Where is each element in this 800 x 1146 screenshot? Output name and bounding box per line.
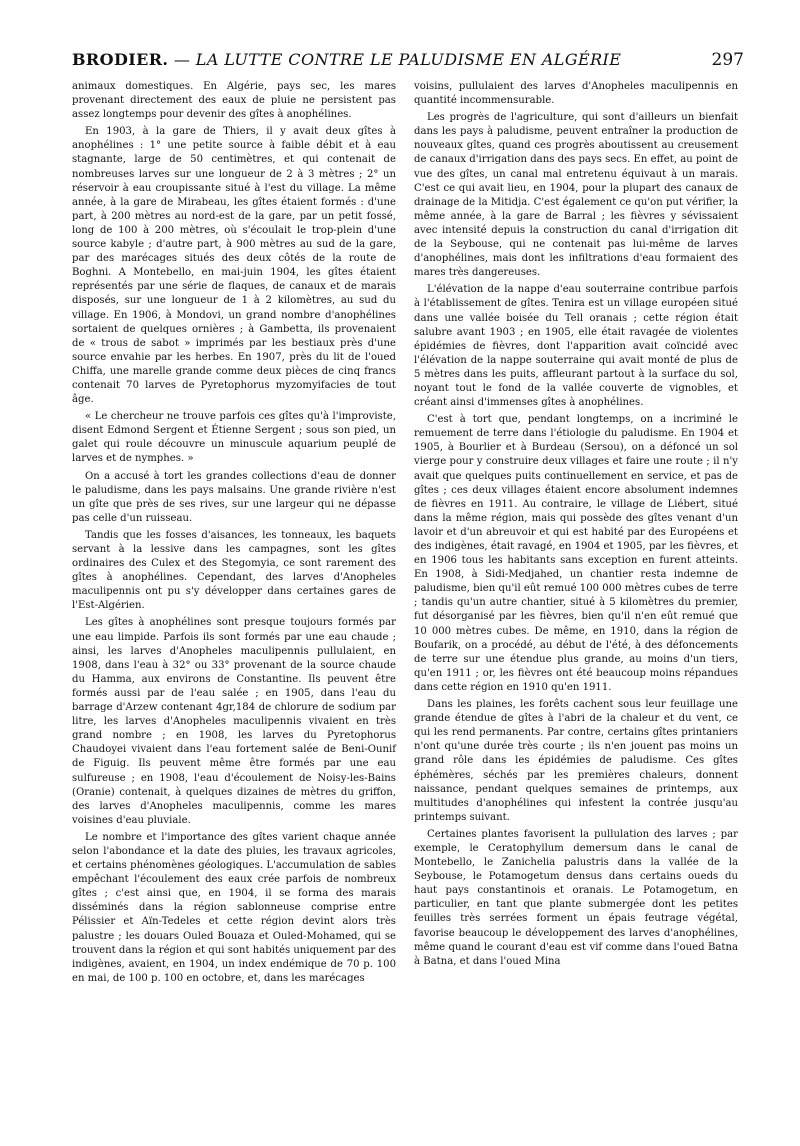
paragraph: voisins, pullulaient des larves d'Anopheles maculipennis en quantité incommensurable. [414,81,738,107]
paragraph: L'élévation de la nappe d'eau souterraine contribue parfois à l'établissement de gîtes. Tenira est un village européen situé dans une vallée boisée du Tell oranais ; cette région était salubre avant 1903 ; en 1905, elle était ravagée de violentes épidémies de fièvres, dont l'apparition avait coïncidé avec l'élévation de la nappe souterraine qui avait monté de plus de 5 mètres dans les puits, affleurant partout à la surface du sol, noyant tout le fond de la vallée couverte de vignobles, et créant ainsi d'immenses gîtes à anophélines. [414,284,738,409]
paragraph: Les progrès de l'agriculture, qui sont d'ailleurs un bienfait dans les pays à paludisme, peuvent entraîner la production de nouveaux gîtes, quand ces progrès aboutissent au creusement de canaux d'irrigation dans des pays secs. En effet, au point de vue des gîtes, un canal mal entretenu équivaut à un marais. C'est ce qui avait lieu, en 1904, pour la plupart des canaux de drainage de la Mitidja. C'est également ce qu'on put vérifier, la même année, à la gare de Barral ; les fièvres y sévissaient avec intensité depuis la construction du canal d'irrigation dit de la Seybouse, qui ne contenait pas lui-même de larves d'anophélines, mais dont les infiltrations d'eau formaient des mares très dangereuses. [414,112,738,279]
paragraph: Dans les plaines, les forêts cachent sous leur feuillage une grande étendue de gîtes à l'abri de la chaleur et du vent, ce qui les rend permanents. Par contre, certains gîtes printaniers n'ont qu'une durée très courte ; ils n'en jouent pas moins un grand rôle dans les épidémies de paludisme. Ces gîtes éphémères, séchés par les premières chaleurs, donnent naissance, pendant quelques semaines de printemps, aux multitudes d'anophélines qui infestent la contrée jusqu'au printemps suivant. [414,699,738,823]
paragraph: C'est à tort que, pendant longtemps, on a incriminé le remuement de terre dans l'étiologie du paludisme. En 1904 et 1905, à Bourlier et à Burdeau (Sersou), on a défoncé un sol vierge pour y construire deux villages et faire une route ; il n'y avait que quelques puits continuellement en service, et pas de gîtes ; ces deux villages étaient encore absolument indemnes de fièvres en 1911. Au contraire, le village de Liébert, situé dans la même région, mais qui possède des gîtes venant d'un lavoir et d'un abreuvoir et qui est habité par des Européens et des indigènes, était ravagé, en 1904 et 1905, par les fièvres, et en 1906 tous les habitants sans exception en furent atteints. En 1908, à Sidi-Medjahed, un chantier resta indemne de paludisme, bien qu'il eût remué 100 000 mètres cubes de terre ; tandis qu'un autre chantier, situé à 5 kilomètres du premier, fut désorganisé par les fièvres, bien qu'il n'en eût remué que 10 000 mètres cubes. De même, en 1910, dans la région de Boufarik, on a procédé, au début de l'été, à des défoncements de terre sur une étendue plus grande, au moins d'un tiers, qu'en 1911 ; or, les fièvres ont été beaucoup moins répandues dans cette région en 1910 qu'en 1911. [414,414,738,693]
paragraph: Les gîtes à anophélines sont presque toujours formés par une eau limpide. Parfois ils sont formés par une eau chaude ; ainsi, les larves d'Anopheles maculipennis pullulaient, en 1908, dans l'eau à 32° ou 33° provenant de la source chaude du Hamma, aux environs de Constantine. Ils peuvent être formés aussi par de l'eau salée ; en 1905, dans l'eau du barrage d'Arzew contenant 4gr,184 de chlorure de sodium par litre, les larves d'Anopheles maculipennis vivaient en très grand nombre ; en 1908, les larves du Pyretophorus Chaudoyei vivaient dans l'eau fortement salée de Beni-Ounif de Figuig. Ils peuvent même être formés par une eau sulfureuse ; en 1908, l'eau d'écoulement de Noisy-les-Bains (Oranie) contenait, à quelques dizaines de mètres du griffon, des larves d'Anopheles maculipennis, comme les mares voisines d'eau pluviale. [72,617,396,826]
running-title [72,50,621,69]
paragraph: « Le chercheur ne trouve parfois ces gîtes qu'à l'improviste, disent Edmond Sergent et Étienne Sergent ; sous son pied, un galet qui roule découvre un minuscule aquarium peuplé de larves et de nymphes. » [72,411,396,465]
article-title: LA LUTTE CONTRE LE PALUDISME EN ALGÉRIE [195,50,622,69]
paragraph: Tandis que les fosses d'aisances, les tonneaux, les baquets servant à la lessive dans les campagnes, sont les gîtes ordinaires des Culex et des Stegomyia, ce sont rarement des gîtes à anophélines. Cependant, des larves d'Anopheles maculipennis ont pu s'y développer dans certaines gares de l'Est-Algérien. [72,529,396,612]
paragraph: Certaines plantes favorisent la pullulation des larves ; par exemple, le Ceratophyllum demersum dans le canal de Montebello, le Zanichelia palustris dans la vallée de la Seybouse, le Potamogetum densus dans certains oueds du haut pays constantinois et oranais. Le Potamogetum, en particulier, en tant que plante submergée dont les petites feuilles très serrées forment un épais feutrage végétal, favorise beaucoup le développement des larves d'anophélines, même quand le courant d'eau est vif comme dans l'oued Batna à Batna, et dans l'oued Mina [414,828,738,967]
running-header [72,50,744,76]
author-name: BRODIER. [72,50,169,69]
paragraph: Le nombre et l'importance des gîtes varient chaque année selon l'abondance et la date des pluies, les travaux agricoles, et certains phénomènes géologiques. L'accumulation de sables empêchant l'écoulement des eaux crée parfois de nombreux gîtes ; c'est ainsi que, en 1904, il se forma des marais disséminés dans la région sablonneuse comprise entre Pélissier et Aïn-Tedeles et cette région devint alors très palustre ; les douars Ouled Bouaza et Ouled-Mohamed, qui se trouvent dans la région et qui sont habités uniquement par des indigènes, avaient, en 1904, un index endémique de 70 p. 100 en mai, de 100 p. 100 en octobre, et, dans les marécages [72,831,396,984]
paragraph: On a accusé à tort les grandes collections d'eau de donner le paludisme, dans les pays malsains. Une grande rivière n'est un gîte que près de ses rives, sur une largeur qui ne dépasse pas celle d'un ruisseau. [72,470,396,524]
left-column [72,80,396,986]
page-number: 297 [711,50,744,70]
right-column [414,80,738,969]
paragraph: En 1903, à la gare de Thiers, il y avait deux gîtes à anophélines : 1° une petite source à faible débit et à eau stagnante, large de 50 centimètres, et qui contenait de nombreuses larves sur une longueur de 2 à 3 mètres ; 2° un réservoir à eau croupissante situé à l'est du village. La même année, à la gare de Mirabeau, les gîtes étaient formés : d'une part, à 200 mètres au nord-est de la gare, par un petit fossé, long de 100 à 200 mètres, où s'écoulait le trop-plein d'une source kabyle ; d'autre part, à 900 mètres au sud de la gare, par des marécages situés des deux côtés de la route de Boghni. A Montebello, en mai-juin 1904, les gîtes étaient représentés par une série de flaques, de canaux et de marais disposés, sur une longueur de 1 à 2 kilomètres, au sud du village. En 1906, à Mondovi, un grand nombre d'anophélines sortaient de quelques ornières ; à Gambetta, ils provenaient de « trous de sabot » imprimés par les bestiaux près d'une source envahie par les herbes. En 1907, près du lit de l'oued Chiffa, une marelle grande comme deux pièces de cinq francs contenait 70 larves de Pyretophorus myzomyifacies de tout âge. [72,126,396,406]
title-separator: — [173,50,191,69]
paragraph: animaux domestiques. En Algérie, pays sec, les mares provenant directement des eaux de pluie ne persistent pas assez longtemps pour devenir des gîtes à anophélines. [72,81,396,121]
